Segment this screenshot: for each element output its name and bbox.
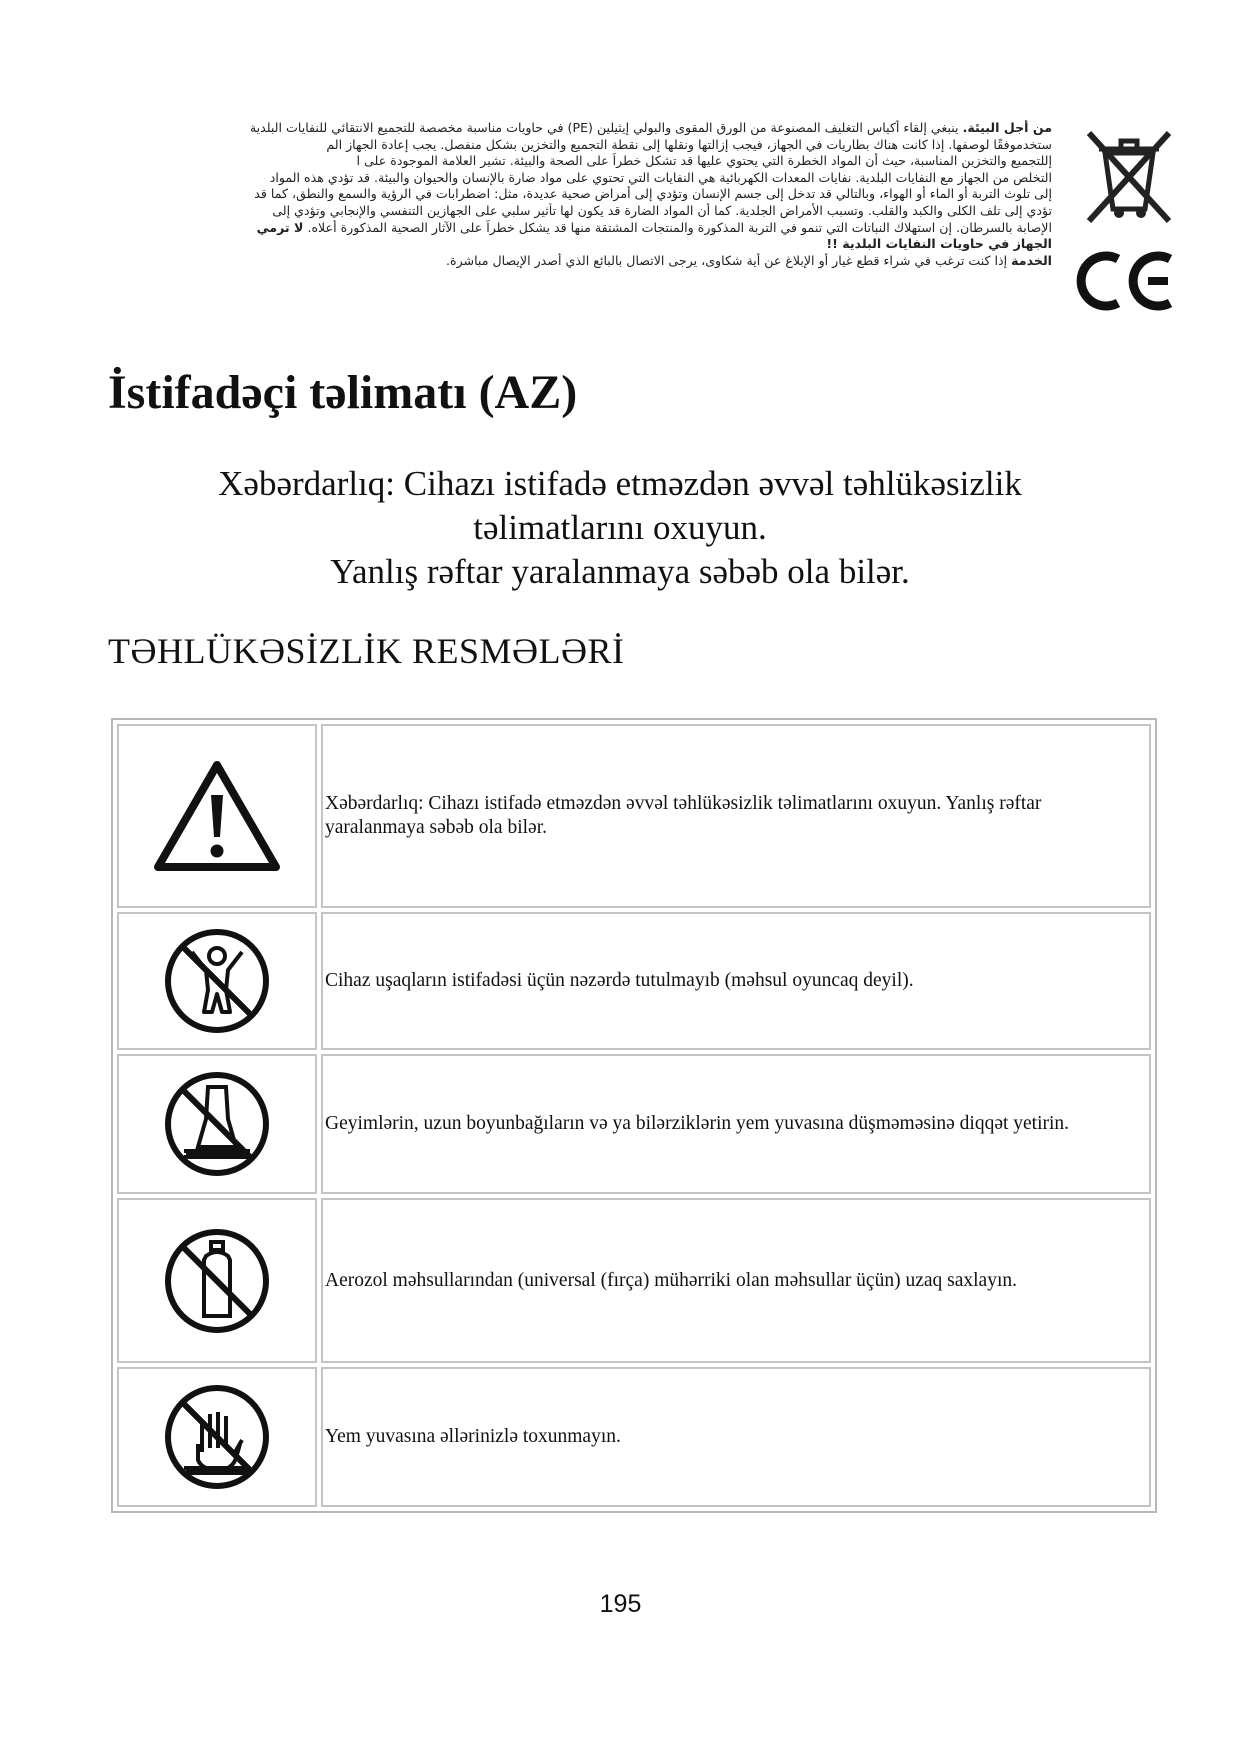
symbol-description: Yem yuvasına əllərinizlə toxunmayın. — [321, 1367, 1151, 1507]
arabic-line: الجهاز في حاويات النفايات البلدية !! — [826, 236, 1052, 252]
warning-intro — [140, 462, 1100, 594]
no-aerosol-icon — [162, 1226, 272, 1336]
ce-mark-icon — [1070, 245, 1180, 315]
table-row — [117, 724, 1151, 908]
arabic-line: ستخدموفقًا لوصفها. إذا كانت هناك بطاريات في الجهاز، فيجب إزالتها ونقلها إلى نقطة التجميع والتخزين بشكل منفصل. يجب إعادة الجهاز الم — [326, 136, 1052, 152]
no-children-icon — [162, 926, 272, 1036]
table-row — [117, 1198, 1151, 1363]
symbol-description: Xəbərdarlıq: Cihazı istifadə etməzdən əvvəl təhlükəsizlik təlimatlarını oxuyun. Yanlış rəftar yaralanmaya səbəb ola bilər. — [321, 724, 1151, 908]
warning-intro-line: Yanlış rəftar yaralanmaya səbəb ola bilər. — [330, 552, 910, 591]
icon-cell — [117, 724, 317, 908]
arabic-line: من أجل البيئة. ينبغي إلقاء أكياس التغليف المصنوعة من الورق المقوى والبولي إيثيلين (PE) في حاويات مناسبة مخصصة للتجميع الانتقائي للنفايات البلدية — [249, 120, 1052, 135]
symbol-description: Cihaz uşaqların istifadəsi üçün nəzərdə tutulmayıb (məhsul oyuncaq deyil). — [321, 912, 1151, 1050]
symbol-description: Aerozol məhsullarından (universal (fırça) mühərriki olan məhsullar üçün) uzaq saxlayın. — [321, 1198, 1151, 1363]
arabic-line: الإصابة بالسرطان. إن استهلاك النباتات التي تنمو في التربة المذكورة والمنتجات المشتقة منها قد يشكل خطراً على الآثار الصحية المذكورة أعلاه. لا ترمي — [256, 219, 1052, 235]
table-row — [117, 1054, 1151, 1194]
warning-intro-line: Xəbərdarlıq: Cihazı istifadə etməzdən əvvəl təhlükəsizlik — [218, 464, 1022, 503]
icon-cell — [117, 912, 317, 1050]
arabic-line: التخلص من الجهاز مع النفايات البلدية. نفايات المعدات الكهربائية هي النفايات التي تحتوي على مواد ضارة بالإنسان والحيوان والبيئة. قد تؤدي هذه المواد — [269, 169, 1052, 185]
section-title: TƏHLÜKƏSİZLİK RESMƏLƏRİ — [108, 631, 625, 671]
icon-cell — [117, 1054, 317, 1194]
arabic-line: إللتجميع والتخزين المناسبة، حيث أن المواد الخطرة التي يحتوي عليها قد تشكل خطراً على الصحة والبيئة. تشير العلامة الموجودة على ا — [356, 153, 1052, 169]
warning-triangle-icon — [152, 757, 282, 875]
arabic-line: تؤدي إلى تلف الكلى والكبد والقلب. وتسبب الأمراض الجلدية. كما أن المواد الضارة قد يكون لها تأثير سلبي على الجهازين التنفسي والإنجابي وتؤدي إلى — [272, 202, 1052, 218]
page-number: 195 — [599, 1590, 642, 1618]
icon-cell — [117, 1198, 317, 1363]
document-title: İstifadəçi təlimatı (AZ) — [108, 366, 578, 419]
weee-crossed-bin-icon — [1083, 125, 1173, 225]
arabic-environment-notice — [112, 120, 1052, 269]
icon-cell — [117, 1367, 317, 1507]
table-row — [117, 1367, 1151, 1507]
no-loose-clothing-icon — [162, 1069, 272, 1179]
arabic-line: الخدمة إذا كنت ترغب في شراء قطع غيار أو الإبلاغ عن أية شكاوى، يرجى الاتصال بالبائع الذي أصدر الإيصال مباشرة. — [445, 252, 1052, 268]
warning-intro-line: təlimatlarını oxuyun. — [473, 508, 767, 547]
table-row — [117, 912, 1151, 1050]
symbol-description: Geyimlərin, uzun boyunbağıların və ya bilərziklərin yem yuvasına düşməməsinə diqqət yetirin. — [321, 1054, 1151, 1194]
safety-symbols-table — [111, 718, 1157, 1513]
no-hands-icon — [162, 1382, 272, 1492]
arabic-line: إلى تلوث التربة أو الماء أو الهواء، وبالتالي قد تدخل إلى جسم الإنسان وتؤدي إلى أمراض صحية عديدة، مثل: اضطرابات في الرؤية والسمع والنطق، كما قد — [254, 186, 1052, 202]
